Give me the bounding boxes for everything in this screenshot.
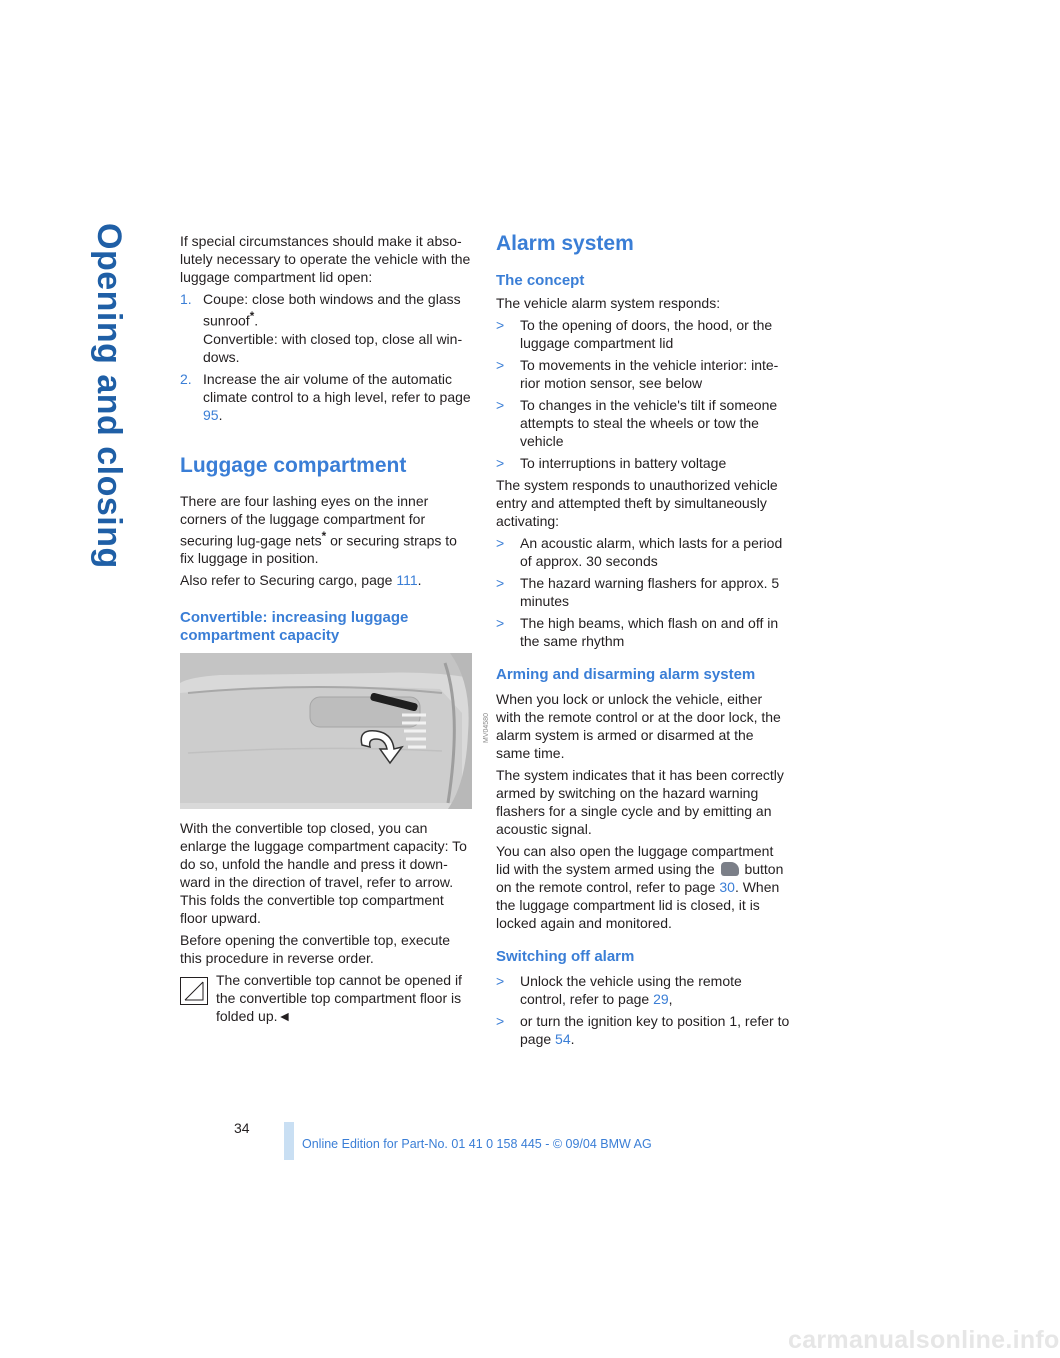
- note-text: The convertible top cannot be opened if the convertible top compartment floor is folded up.: [216, 972, 462, 1025]
- step-text: Increase the air volume of the automatic climate control to a high level, refer to page: [203, 370, 471, 405]
- arming-text-2: button on the remote control, refer to page: [496, 861, 784, 895]
- page-link-95[interactable]: 95: [203, 406, 219, 423]
- luggage-paragraph: [180, 492, 472, 568]
- heading-luggage-compartment: Luggage compartment: [180, 453, 407, 477]
- list-item-text: To changes in the vehicle's tilt if someone attempts to steal the wheels or tow the vehicle: [520, 397, 778, 449]
- remote-trunk-button-icon: [721, 862, 739, 876]
- convertible-paragraph-1: With the convertible top closed, you can enlarge the luggage compartment capacity: To do so, unfold the handle and press it down-ward in the direction of travel, refer to arrow. This folds the convertible top compartment floor upward.: [180, 820, 467, 927]
- note-block: [180, 971, 472, 1025]
- page-link-54[interactable]: 54: [555, 1031, 571, 1047]
- list-item-text: To interruptions in battery voltage: [520, 455, 727, 471]
- list-item-text: To movements in the vehicle interior: inte-rior motion sensor, see below: [520, 357, 779, 391]
- bullet-marker: >: [496, 1013, 505, 1029]
- step-text-end: .: [254, 312, 259, 329]
- numbered-step: [180, 370, 472, 424]
- optional-equipment-star: *: [321, 529, 327, 543]
- watermark: carmanualsonline.info: [788, 1326, 1060, 1354]
- bullet-marker: >: [496, 455, 505, 471]
- list-item-end: .: [570, 1031, 575, 1047]
- photo-code: MV04580: [483, 713, 490, 744]
- list-item: [496, 614, 790, 650]
- list-item: [496, 574, 790, 610]
- heading-convertible-capacity: Convertible: increasing luggage compartment capacity: [180, 609, 409, 645]
- bullet-marker: >: [496, 397, 505, 413]
- side-tab: [0, 223, 128, 653]
- heading-switching-off-alarm: Switching off alarm: [496, 948, 635, 965]
- bullet-marker: >: [496, 317, 505, 333]
- list-item: [496, 1012, 790, 1048]
- list-item-text: The hazard warning flashers for approx. 5 minutes: [520, 575, 780, 609]
- heading-the-concept: The concept: [496, 272, 585, 289]
- list-item: [496, 356, 790, 392]
- page-link-29[interactable]: 29: [653, 991, 669, 1007]
- list-item: [496, 316, 790, 352]
- list-item: [496, 454, 790, 472]
- list-item-text: An acoustic alarm, which lasts for a period of approx. 30 seconds: [520, 535, 783, 569]
- arming-text: You can also open the luggage compartment lid with the system armed using the: [496, 843, 774, 877]
- page-link-30[interactable]: 30: [719, 879, 735, 895]
- cargo-text: Also refer to Securing cargo, page: [180, 572, 397, 589]
- optional-equipment-star: *: [249, 310, 255, 323]
- page-link-111[interactable]: 111: [396, 572, 418, 589]
- list-item-end: ,: [668, 991, 673, 1007]
- end-of-note-marker: ◄: [277, 1008, 292, 1025]
- intro-paragraph: If special circumstances should make it abso-lutely necessary to operate the vehicle with the luggage compartment lid open:: [180, 233, 471, 285]
- step-number: 1.: [180, 291, 192, 307]
- concept-intro: The vehicle alarm system responds:: [496, 295, 721, 311]
- luggage-compartment-illustration: [180, 653, 472, 809]
- step-text-end: .: [218, 406, 223, 423]
- luggage-compartment-photo: [180, 653, 490, 809]
- arming-text-3: . When the luggage compartment lid is closed, it is locked again and monitored.: [496, 879, 780, 931]
- bullet-marker: >: [496, 535, 505, 551]
- step-text: Coupe: close both windows and the glass sunroof: [203, 291, 461, 329]
- step-number: 2.: [180, 370, 192, 387]
- bullet-marker: >: [496, 357, 505, 373]
- concept-paragraph-2: The system responds to unauthorized vehicle entry and attempted theft by simultaneously activating:: [496, 477, 778, 529]
- left-column: [180, 232, 490, 1025]
- list-item: [496, 972, 790, 1008]
- arming-paragraph-3: [496, 842, 790, 932]
- note-icon: [180, 977, 208, 1005]
- bullet-marker: >: [496, 575, 505, 591]
- cargo-text-end: .: [417, 572, 422, 589]
- luggage-text: There are four lashing eyes on the inner corners of the luggage compartment for securing lug-gage nets: [180, 492, 429, 549]
- list-item-text: Unlock the vehicle using the remote control, refer to page: [520, 973, 742, 1007]
- footer-bar: [284, 1122, 294, 1160]
- list-item-text: or turn the ignition key to position 1, refer to page: [520, 1013, 790, 1047]
- list-item-text: The high beams, which flash on and off in the same rhythm: [520, 615, 779, 649]
- heading-alarm-system: Alarm system: [496, 232, 634, 255]
- numbered-step: [180, 290, 472, 366]
- list-item: [496, 396, 790, 450]
- list-item: [496, 534, 790, 570]
- arming-paragraph-1: When you lock or unlock the vehicle, either with the remote control or at the door lock, the alarm system is armed or disarmed at the same time.: [496, 691, 781, 761]
- arming-paragraph-2: The system indicates that it has been correctly armed by switching on the hazard warning flashers for a single cycle and by emitting an acoustic signal.: [496, 767, 784, 837]
- list-item-text: To the opening of doors, the hood, or the luggage compartment lid: [520, 317, 773, 351]
- bullet-marker: >: [496, 973, 505, 989]
- step-text-2: Convertible: with closed top, close all win-dows.: [203, 330, 463, 365]
- right-column: [496, 232, 790, 1052]
- side-tab-label: Opening and closing: [90, 223, 128, 569]
- heading-arming-disarming: Arming and disarming alarm system: [496, 666, 756, 683]
- luggage-text-2: or securing straps to fix luggage in position.: [180, 532, 457, 567]
- bullet-marker: >: [496, 615, 505, 631]
- footer-edition: Online Edition for Part-No. 01 41 0 158 445 - © 09/04 BMW AG: [302, 1137, 652, 1151]
- convertible-paragraph-2: Before opening the convertible top, execute this procedure in reverse order.: [180, 932, 451, 967]
- securing-cargo-paragraph: [180, 571, 472, 589]
- page-number: 34: [234, 1120, 250, 1136]
